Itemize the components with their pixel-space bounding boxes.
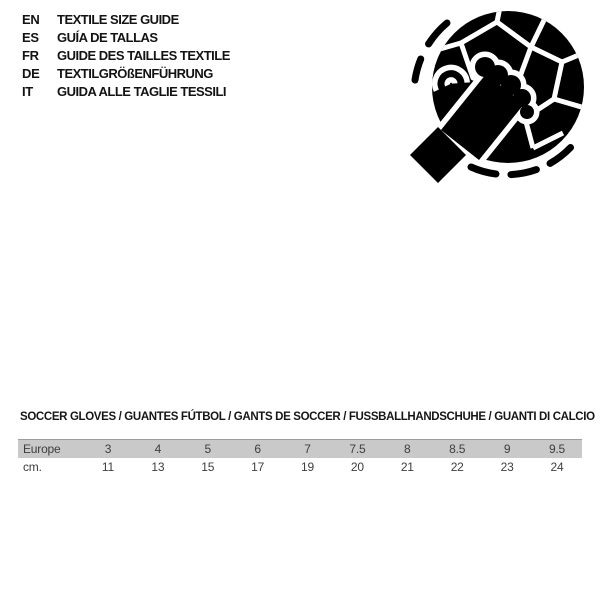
language-code: DE xyxy=(22,65,40,81)
size-table-title: SOCCER GLOVES / GUANTES FÚTBOL / GANTS DE SOCCER / FUSSBALLHANDSCHUHE / GUANTI DI CALCIO xyxy=(20,411,595,423)
size-table xyxy=(18,439,582,476)
size-cell: 15 xyxy=(201,459,215,474)
language-code: FR xyxy=(22,47,39,63)
language-code: IT xyxy=(22,83,33,99)
language-label: TEXTILGRÖßENFÜHRUNG xyxy=(57,65,213,81)
language-item xyxy=(22,28,230,46)
language-list xyxy=(22,10,230,100)
language-item xyxy=(22,82,230,100)
language-label: GUIDA ALLE TAGLIE TESSILI xyxy=(57,83,227,99)
size-table-row xyxy=(18,458,582,476)
size-cell: 19 xyxy=(301,459,314,474)
size-cell: 11 xyxy=(101,459,114,474)
size-cell: 8.5 xyxy=(449,441,466,456)
language-label: GUIDE DES TAILLES TEXTILE xyxy=(57,47,230,63)
size-cell: 5 xyxy=(204,441,211,456)
size-table-row xyxy=(18,440,582,458)
goalkeeper-glove-ball-icon xyxy=(405,5,595,205)
size-cell: 4 xyxy=(154,441,162,456)
size-cell: 23 xyxy=(500,459,514,474)
size-cell: 3 xyxy=(104,441,112,456)
language-label: GUÍA DE TALLAS xyxy=(57,29,158,45)
size-row-label: Europe xyxy=(23,441,61,456)
language-item xyxy=(22,64,230,82)
language-code: ES xyxy=(22,29,39,45)
size-cell: 22 xyxy=(450,459,464,474)
size-cell: 9 xyxy=(503,441,511,456)
size-cell: 17 xyxy=(251,459,265,474)
language-item xyxy=(22,10,230,28)
size-cell: 24 xyxy=(550,459,564,474)
language-label: TEXTILE SIZE GUIDE xyxy=(57,11,179,27)
size-cell: 20 xyxy=(350,459,364,474)
size-row-label: cm. xyxy=(23,459,42,474)
size-cell: 8 xyxy=(404,441,411,456)
size-cell: 13 xyxy=(151,459,165,474)
size-cell: 21 xyxy=(400,459,414,474)
size-cell: 6 xyxy=(254,441,261,456)
size-cell: 7.5 xyxy=(349,441,366,456)
language-code: EN xyxy=(22,11,40,27)
size-cell: 7 xyxy=(304,441,311,456)
language-item xyxy=(22,46,230,64)
size-cell: 9.5 xyxy=(548,441,566,456)
